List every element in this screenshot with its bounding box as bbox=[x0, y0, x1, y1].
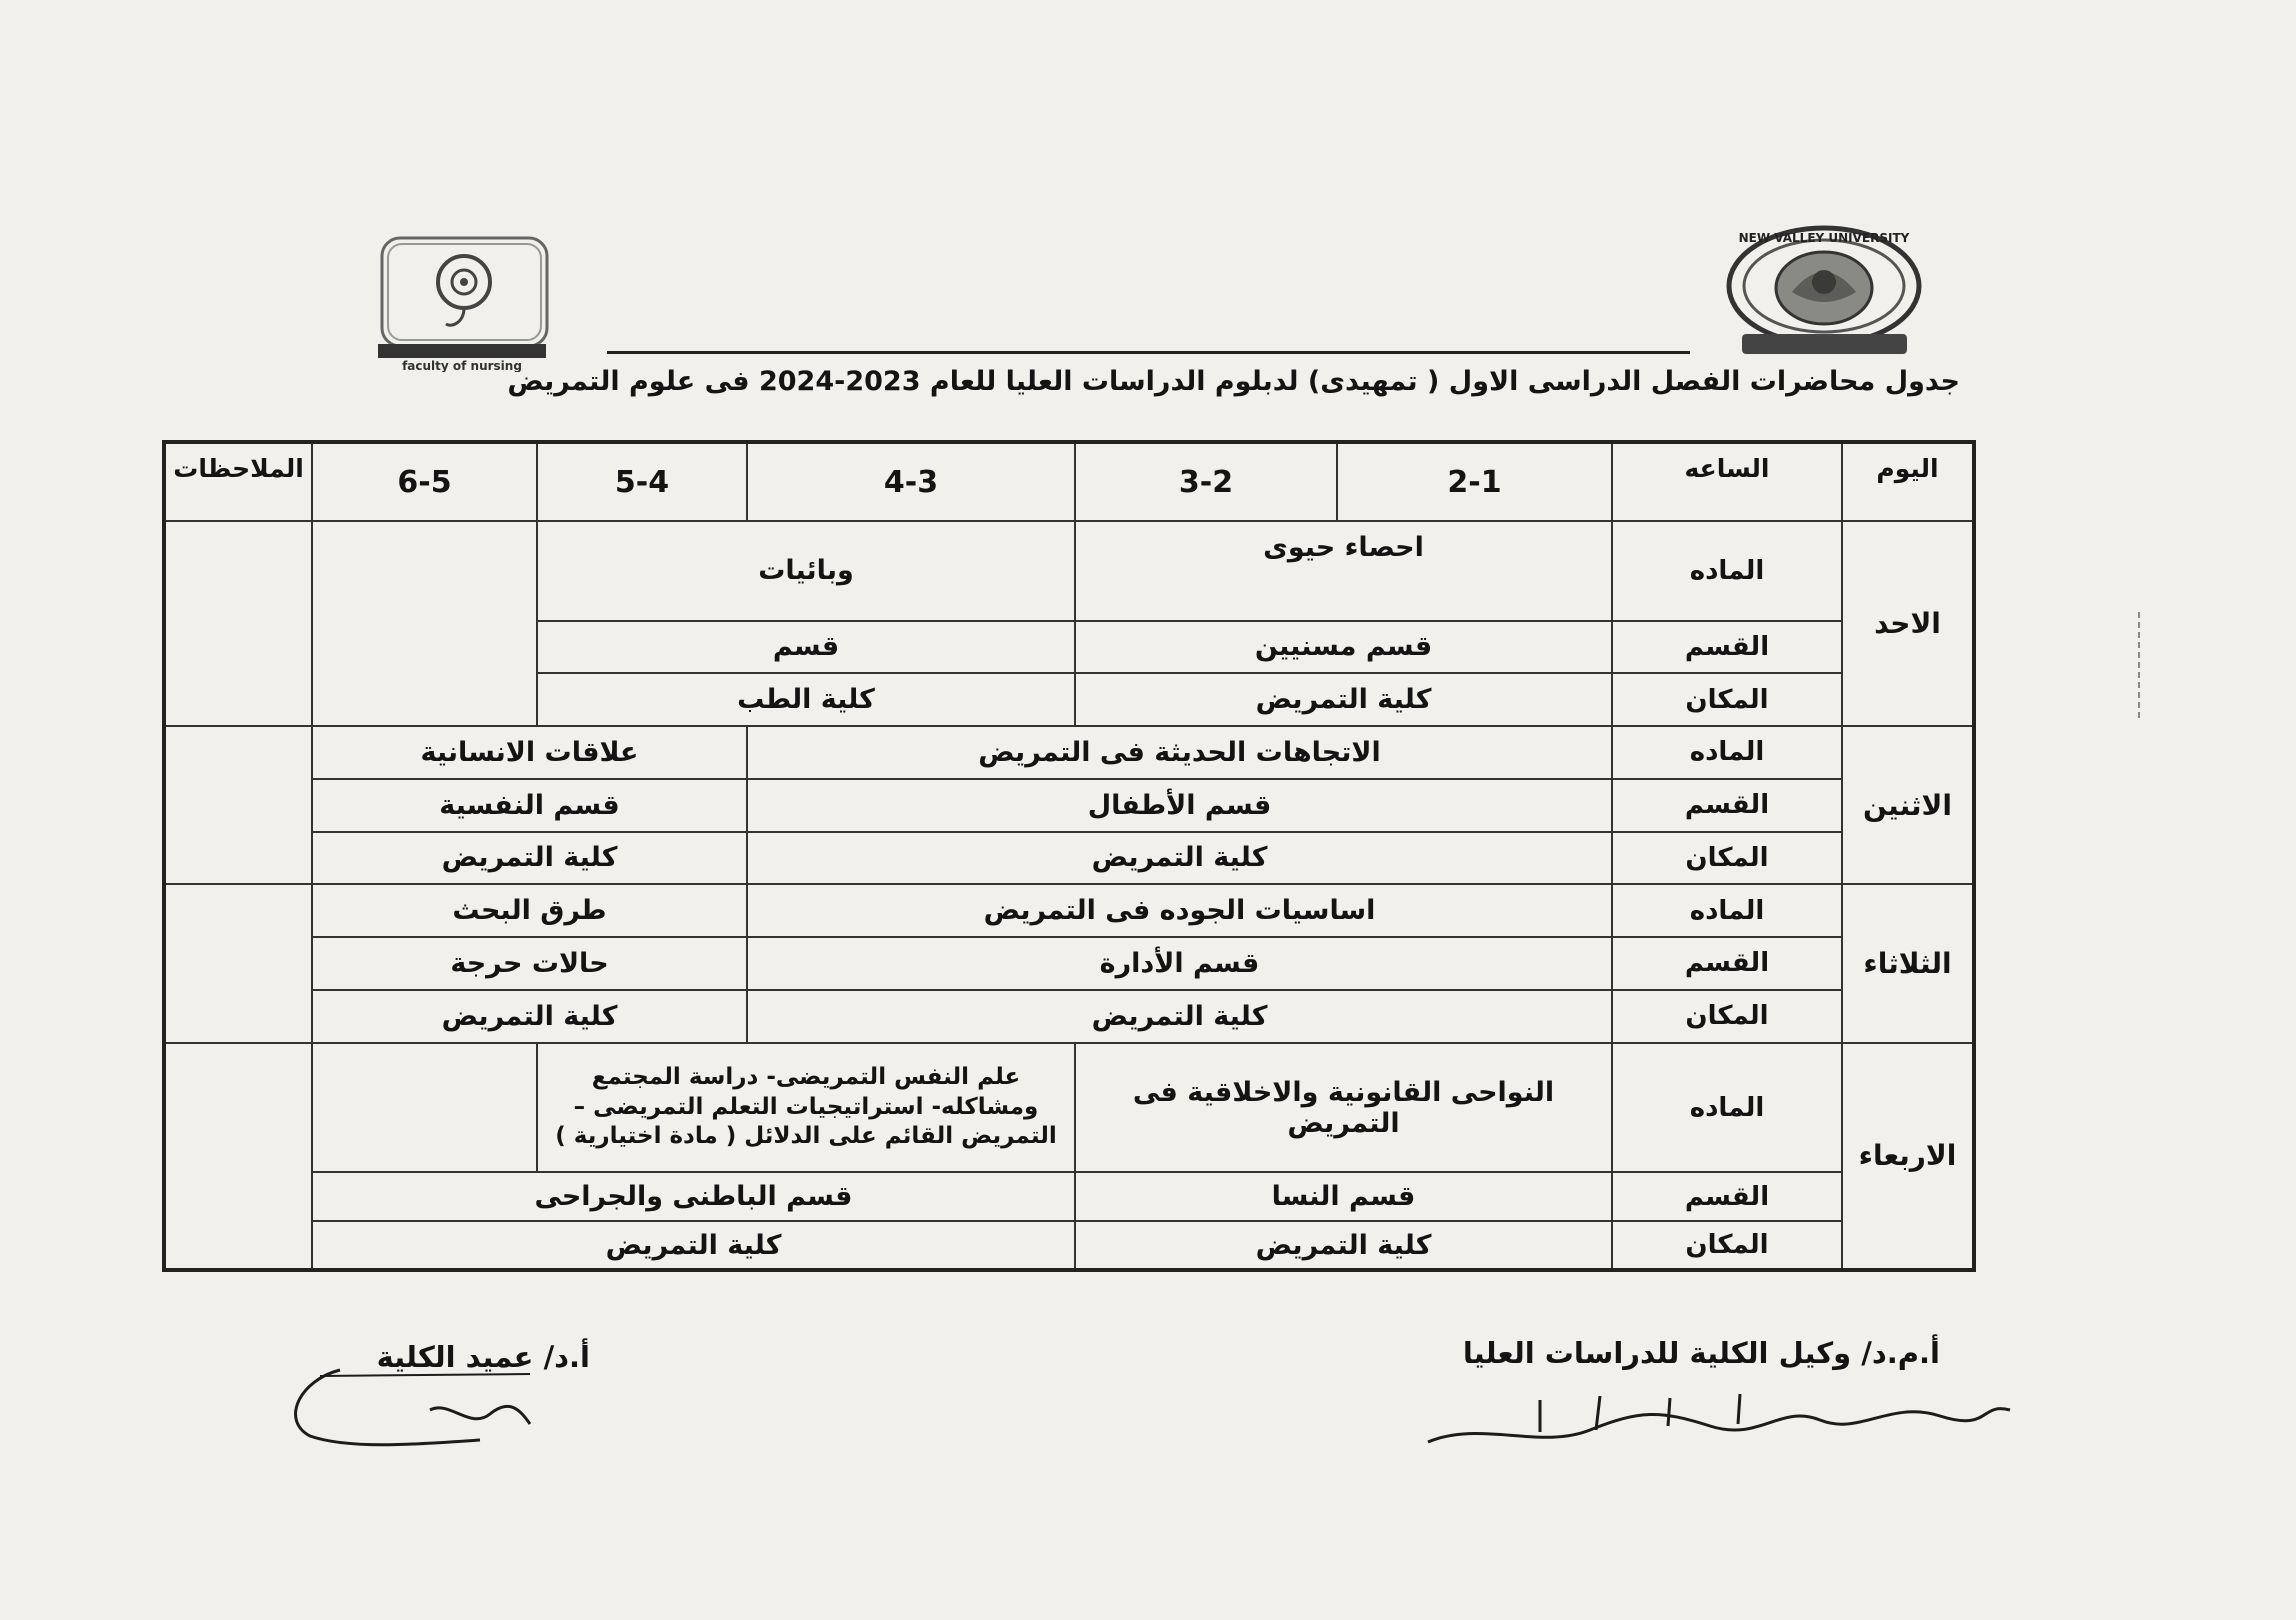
row-label-place: المكان bbox=[1612, 990, 1842, 1043]
row-label-subject: الماده bbox=[1612, 1043, 1842, 1173]
row-label-place: المكان bbox=[1612, 673, 1842, 726]
wednesday-place-row bbox=[164, 1221, 1974, 1270]
margin-mark bbox=[2138, 612, 2140, 718]
header-notes: الملاحظات bbox=[164, 442, 312, 521]
document-title: جدول محاضرات الفصل الدراسى الاول ( تمهيدى) لدبلوم الدراسات العليا للعام 2023-2024 فى علوم التمريض bbox=[507, 366, 1960, 397]
sunday-subject-b: وبائيات bbox=[537, 521, 1075, 620]
tuesday-subject-a: اساسيات الجوده فى التمريض bbox=[747, 884, 1612, 937]
monday-dept-b: قسم النفسية bbox=[312, 779, 747, 832]
header-hour: الساعه bbox=[1612, 442, 1842, 521]
wednesday-slot-5-empty bbox=[312, 1043, 537, 1173]
header-rule bbox=[607, 351, 1690, 354]
sunday-dept-b: قسم bbox=[537, 621, 1075, 674]
wednesday-dept-b: قسم الباطنى والجراحى bbox=[312, 1172, 1075, 1221]
vice-dean-signature bbox=[1420, 1380, 2020, 1460]
row-label-dept: القسم bbox=[1612, 621, 1842, 674]
row-label-dept: القسم bbox=[1612, 1172, 1842, 1221]
day-monday: الاثنين bbox=[1842, 726, 1974, 884]
wednesday-subject-b: علم النفس التمريضى- دراسة المجتمع ومشاكله- استراتيجيات التعلم التمريضى – التمريض القائم على الدلائل ( مادة اختيارية ) bbox=[537, 1043, 1075, 1173]
dean-title: أ.د/ عميد الكلية bbox=[376, 1340, 590, 1374]
wednesday-place-b: كلية التمريض bbox=[312, 1221, 1075, 1270]
header-slot-5: 6-5 bbox=[312, 442, 537, 521]
university-seal-logo bbox=[1722, 222, 1927, 362]
header-slot-2: 3-2 bbox=[1075, 442, 1337, 521]
day-sunday: الاحد bbox=[1842, 521, 1974, 726]
monday-place-b: كلية التمريض bbox=[312, 832, 747, 885]
wednesday-dept-row bbox=[164, 1172, 1974, 1221]
day-wednesday: الاربعاء bbox=[1842, 1043, 1974, 1270]
sunday-subject-a: احصاء حيوى bbox=[1075, 521, 1612, 620]
row-label-dept: القسم bbox=[1612, 779, 1842, 832]
sunday-place-a: كلية التمريض bbox=[1075, 673, 1612, 726]
monday-subject-row bbox=[164, 726, 1974, 779]
logo-left-caption: faculty of nursing bbox=[402, 359, 522, 372]
row-label-dept: القسم bbox=[1612, 937, 1842, 990]
tuesday-place-row bbox=[164, 990, 1974, 1043]
logo-right-caption: NEW VALLEY UNIVERSITY bbox=[1738, 231, 1910, 245]
row-label-place: المكان bbox=[1612, 832, 1842, 885]
day-tuesday: الثلاثاء bbox=[1842, 884, 1974, 1042]
sunday-notes bbox=[164, 521, 312, 726]
row-label-place: المكان bbox=[1612, 1221, 1842, 1270]
row-label-subject: الماده bbox=[1612, 884, 1842, 937]
header-slot-1: 2-1 bbox=[1337, 442, 1612, 521]
schedule-table bbox=[162, 440, 1976, 1272]
tuesday-place-b: كلية التمريض bbox=[312, 990, 747, 1043]
wednesday-subject-row bbox=[164, 1043, 1974, 1173]
tuesday-dept-a: قسم الأدارة bbox=[747, 937, 1612, 990]
monday-place-row bbox=[164, 832, 1974, 885]
monday-dept-row bbox=[164, 779, 1974, 832]
wednesday-place-a: كلية التمريض bbox=[1075, 1221, 1612, 1270]
monday-dept-a: قسم الأطفال bbox=[747, 779, 1612, 832]
faculty-of-nursing-logo bbox=[372, 232, 562, 372]
monday-place-a: كلية التمريض bbox=[747, 832, 1612, 885]
dean-signature bbox=[280, 1340, 540, 1460]
sunday-place-b: كلية الطب bbox=[537, 673, 1075, 726]
tuesday-notes bbox=[164, 884, 312, 1042]
monday-subject-b: علاقات الانسانية bbox=[312, 726, 747, 779]
tuesday-subject-row bbox=[164, 884, 1974, 937]
row-label-subject: الماده bbox=[1612, 521, 1842, 620]
header-slot-4: 5-4 bbox=[537, 442, 747, 521]
vice-dean-title: أ.م.د/ وكيل الكلية للدراسات العليا bbox=[1462, 1336, 1940, 1370]
wednesday-notes bbox=[164, 1043, 312, 1270]
tuesday-dept-row bbox=[164, 937, 1974, 990]
sunday-dept-a: قسم مسنيين bbox=[1075, 621, 1612, 674]
header-row bbox=[164, 442, 1974, 521]
tuesday-subject-b: طرق البحث bbox=[312, 884, 747, 937]
tuesday-dept-b: حالات حرجة bbox=[312, 937, 747, 990]
sunday-subject-row bbox=[164, 521, 1974, 620]
monday-notes bbox=[164, 726, 312, 884]
row-label-subject: الماده bbox=[1612, 726, 1842, 779]
monday-subject-a: الاتجاهات الحديثة فى التمريض bbox=[747, 726, 1612, 779]
header-slot-3: 4-3 bbox=[747, 442, 1075, 521]
header-day: اليوم bbox=[1842, 442, 1974, 521]
wednesday-dept-a: قسم النسا bbox=[1075, 1172, 1612, 1221]
sunday-slot-5-empty bbox=[312, 521, 537, 726]
wednesday-subject-a: النواحى القانونية والاخلاقية فى التمريض bbox=[1075, 1043, 1612, 1173]
tuesday-place-a: كلية التمريض bbox=[747, 990, 1612, 1043]
